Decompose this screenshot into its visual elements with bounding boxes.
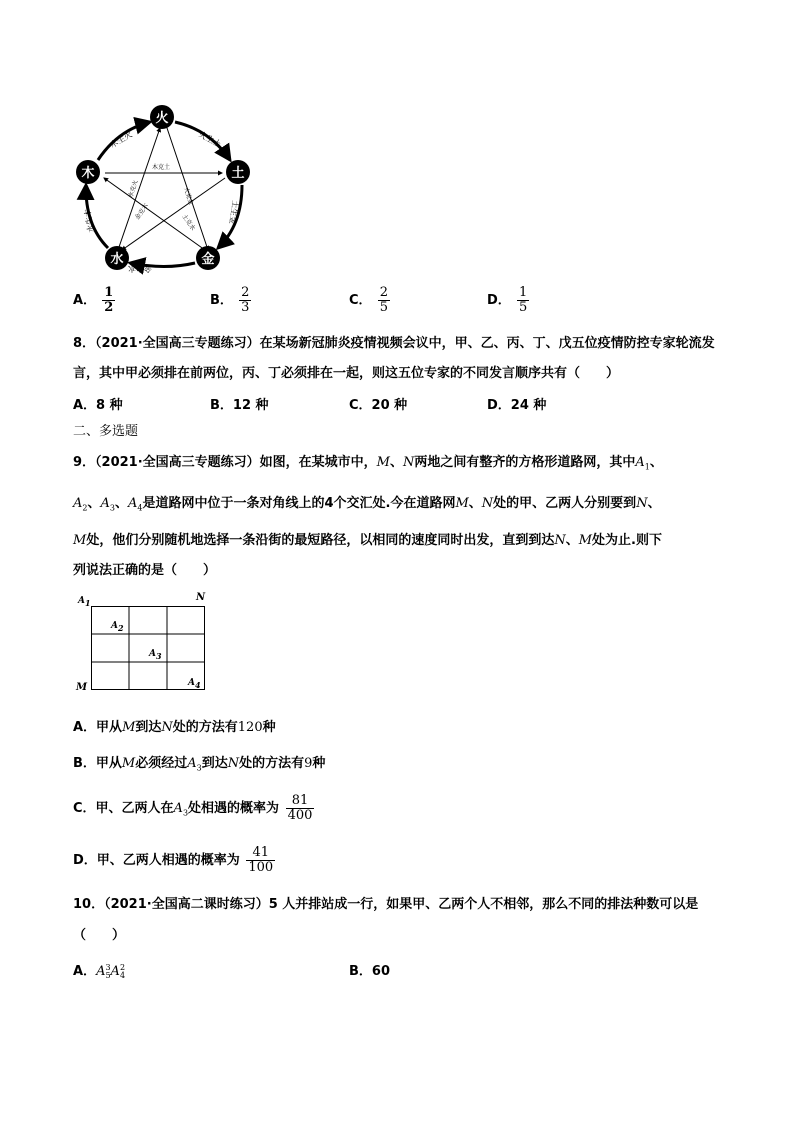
grid-label-a4: $A_4$ [188, 678, 201, 690]
node-wood [76, 160, 100, 184]
q10-line2: （ ） [73, 928, 126, 943]
q8-line1: 8．（2021·全国高三专题练习）在某场新冠肺炎疫情视频会议中，甲、乙、丙、丁、戊五位疫情防控专家轮流发 [73, 336, 715, 351]
q9-line2: $A_2$、$A_3$、$A_4$是道路网中位于一条对角线上的4个交汇处.今在道路网M、N处的甲、乙两人分别要到N、 [73, 496, 661, 513]
q9-option-d: D．甲、乙两人相遇的概率为 $\frac{41}{100}$ [73, 845, 274, 875]
q10-option-b: B．60 [349, 964, 390, 979]
q8-option-b: B．12 种 [210, 398, 269, 413]
q8-option-c: C．20 种 [349, 398, 408, 413]
grid-label-a3: $A_3$ [149, 649, 162, 661]
node-earth [226, 160, 250, 184]
svg-text:金: 金 [201, 252, 215, 267]
q7-option-c: C． $\frac{2}{5}$ [349, 285, 388, 315]
label-water-wood: 水生木 [82, 208, 96, 234]
star-water-fire [118, 128, 160, 250]
grid-label-a1: $A_1$ [78, 596, 91, 608]
section-heading: 二、多选题 [73, 424, 139, 439]
svg-text:火: 火 [155, 111, 169, 126]
q7-option-b: B． $\frac{2}{3}$ [210, 285, 250, 315]
q8-option-a: A．8 种 [73, 398, 123, 413]
grid-label-m: M [76, 682, 88, 693]
label-earth-water: 土克水 [180, 213, 197, 232]
wuxing-diagram [70, 100, 260, 280]
grid-label-n: N [196, 592, 206, 603]
fraction: $\frac{1}{2}$ [104, 285, 114, 315]
q9-line4: 列说法正确的是（ ） [73, 563, 217, 578]
q9-line3: M处，他们分别随机地选择一条沿街的最短路径，以相同的速度同时出发，直到到达N、M处为止.则下 [73, 533, 662, 548]
q10-line1: 10．（2021·全国高二课时练习）5 人并排站成一行，如果甲、乙两个人不相邻，那么不同的排法种数可以是 [73, 897, 699, 912]
node-water [105, 246, 129, 270]
fraction: $\frac{41}{100}$ [248, 845, 274, 875]
q8-line2: 言，其中甲必须排在前两位，丙、丁必须排在一起，则这五位专家的不同发言顺序共有（ ） [73, 366, 620, 381]
label-fire-earth: 火生土 [197, 129, 223, 150]
label-wood-earth: 木克土 [152, 164, 171, 171]
svg-text:水: 水 [110, 252, 124, 267]
node-metal [196, 246, 220, 270]
fraction: $\frac{81}{400}$ [287, 793, 313, 823]
label-metal-wood: 金克木 [133, 202, 150, 222]
label-fire-metal: 火克金 [182, 186, 195, 206]
grid-label-a2: $A_2$ [111, 621, 124, 633]
q9-option-b: B．甲从M必须经过$A_3$到达N处的方法有9种 [73, 756, 326, 773]
q9-option-a: A．甲从M到达N处的方法有120种 [73, 720, 276, 735]
q7-option-a: A． $\frac{1}{2}$ [73, 285, 114, 315]
fraction: $\frac{2}{5}$ [379, 285, 388, 315]
svg-text:木: 木 [81, 166, 95, 181]
fraction: $\frac{1}{5}$ [518, 285, 528, 315]
q7-option-d: D． $\frac{1}{5}$ [487, 285, 528, 315]
q10-option-a: A．A 3 5 A 2 4 [73, 962, 126, 980]
label-water-fire: 水克火 [127, 179, 140, 199]
label-metal-water: 金生水 [128, 264, 152, 273]
label-wood-fire: 木生火 [108, 129, 134, 150]
q8-option-d: D．24 种 [487, 398, 547, 413]
q9-option-c: C．甲、乙两人在$A_3$处相遇的概率为 $\frac{81}{400}$ [73, 793, 313, 823]
node-fire [150, 105, 174, 129]
label-earth-metal: 土生金 [227, 199, 240, 225]
q9-line1: 9．（2021·全国高三专题练习）如图，在某城市中，M、N两地之间有整齐的方格形道路网，其中$A_1$、 [73, 455, 663, 472]
fraction: $\frac{2}{3}$ [241, 285, 250, 315]
svg-text:土: 土 [231, 166, 245, 181]
